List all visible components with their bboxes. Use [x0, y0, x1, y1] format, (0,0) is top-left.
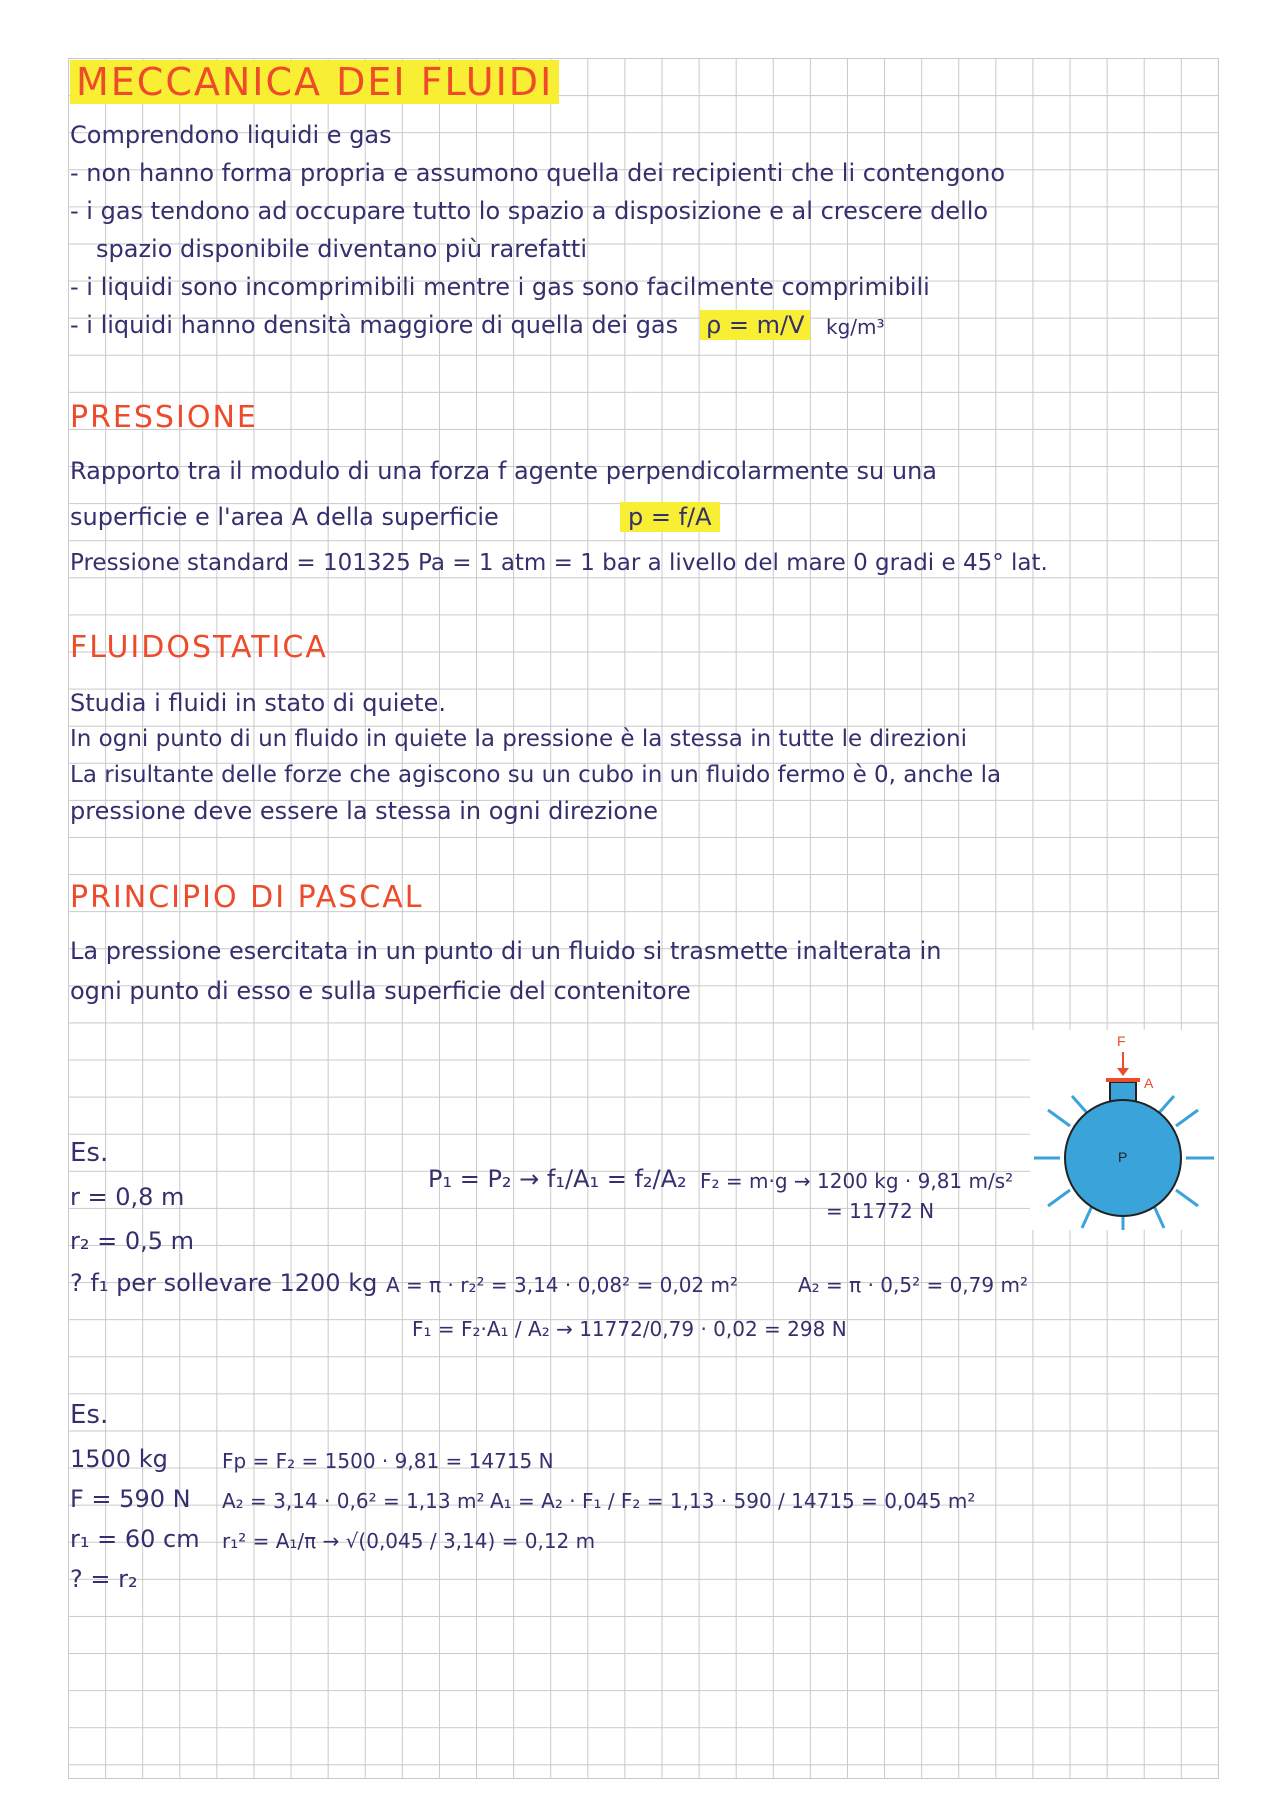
example-2-equation-area-2: A₂ = 3,14 · 0,6² = 1,13 m² — [222, 1489, 485, 1513]
area-label: A — [1144, 1075, 1154, 1091]
example-1-equation-force-result: = 11772 N — [826, 1199, 935, 1223]
force-label: F — [1117, 1033, 1126, 1049]
fluidostatica-line-2: In ogni punto di un fluido in quiete la pressione è la stessa in tutte le direzioni — [70, 726, 968, 752]
example-2-given-radius: r₁ = 60 cm — [70, 1525, 200, 1553]
fluidostatica-line-4: pressione deve essere la stessa in ogni direzione — [70, 797, 659, 825]
example-2-equation-radius: r₁² = A₁/π → √(0,045 / 3,14) = 0,12 m — [222, 1529, 596, 1553]
example-2-given-mass: 1500 kg — [70, 1445, 168, 1473]
example-1-equation-force: F₂ = m·g → 1200 kg · 9,81 m/s² — [700, 1169, 1014, 1193]
pascal-diagram — [1030, 1030, 1218, 1230]
density-unit: kg/m³ — [826, 315, 885, 339]
pascal-diagram-svg — [1030, 1030, 1218, 1230]
intro-bullet-3: - i liquidi sono incomprimibili mentre i gas sono facilmente comprimibili — [70, 273, 930, 301]
pressione-line-2: superficie e l'area A della superficie — [70, 503, 499, 531]
section-heading-pressione: PRESSIONE — [70, 400, 258, 435]
page-title: MECCANICA DEI FLUIDI — [70, 60, 559, 104]
example-2-label: Es. — [70, 1400, 109, 1430]
fluidostatica-line-1: Studia i fluidi in stato di quiete. — [70, 689, 446, 717]
example-1-equation-result: F₁ = F₂·A₁ / A₂ → 11772/0,79 · 0,02 = 298 N — [412, 1317, 847, 1341]
density-formula: ρ = m/V — [700, 310, 810, 340]
intro-bullet-1: - non hanno forma propria e assumono quella dei recipienti che li contengono — [70, 159, 1006, 187]
fluidostatica-line-3: La risultante delle forze che agiscono su un cubo in un fluido fermo è 0, anche la — [70, 762, 1002, 788]
section-heading-fluidostatica: FLUIDOSTATICA — [70, 630, 328, 665]
section-heading-pascal: PRINCIPIO DI PASCAL — [70, 880, 424, 915]
example-1-equation-pressure: P₁ = P₂ → f₁/A₁ = f₂/A₂ — [428, 1165, 687, 1193]
example-1-radius-1: r = 0,8 m — [70, 1183, 185, 1211]
pascal-line-1: La pressione esercitata in un punto di un fluido si trasmette inalterata in — [70, 937, 942, 965]
intro-bullet-4: - i liquidi hanno densità maggiore di quella dei gas — [70, 311, 679, 339]
pressione-line-3: Pressione standard = 101325 Pa = 1 atm = 1 bar a livello del mare 0 gradi e 45° lat. — [70, 550, 1048, 576]
intro-line-1: Comprendono liquidi e gas — [70, 121, 392, 149]
example-1-equation-area-2: A₂ = π · 0,5² = 0,79 m² — [798, 1273, 1028, 1297]
example-2-equation-force: Fp = F₂ = 1500 · 9,81 = 14715 N — [222, 1449, 554, 1473]
intro-bullet-2-cont: spazio disponibile diventano più rarefatti — [96, 235, 587, 263]
example-2-question: ? = r₂ — [70, 1565, 138, 1593]
example-1-question: ? f₁ per sollevare 1200 kg — [70, 1269, 378, 1297]
pressione-line-1: Rapporto tra il modulo di una forza f agente perpendicolarmente su una — [70, 457, 937, 485]
pressure-formula: p = f/A — [620, 502, 720, 532]
example-2-given-force: F = 590 N — [70, 1485, 191, 1513]
example-1-label: Es. — [70, 1138, 109, 1168]
example-1-radius-2: r₂ = 0,5 m — [70, 1227, 195, 1255]
pressure-label: P — [1118, 1149, 1128, 1165]
force-arrow-head-icon — [1117, 1068, 1129, 1076]
example-2-equation-area-1: A₁ = A₂ · F₁ / F₂ = 1,13 · 590 / 14715 = 0,045 m² — [490, 1489, 976, 1513]
pascal-line-2: ogni punto di esso e sulla superficie del contenitore — [70, 977, 691, 1005]
example-1-equation-area-1: A = π · r₂² = 3,14 · 0,08² = 0,02 m² — [386, 1273, 739, 1297]
intro-bullet-2: - i gas tendono ad occupare tutto lo spazio a disposizione e al crescere dello — [70, 197, 989, 225]
